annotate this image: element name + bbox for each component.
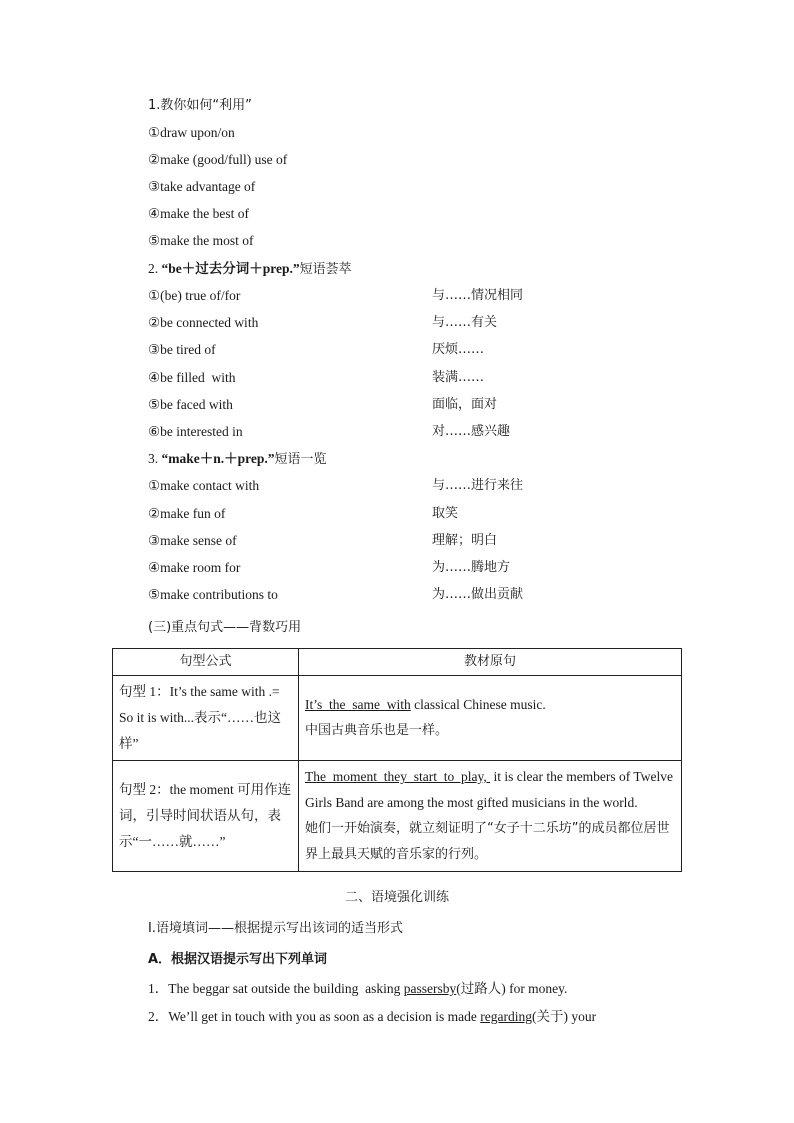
formula-cell <box>113 676 299 761</box>
heading-number: 3. <box>148 451 162 466</box>
answer: regarding <box>480 1009 532 1024</box>
formula-text: 句型 2：the moment 可用作连词，引导时间状语从句，表示“一……就……” <box>119 782 292 849</box>
section2-heading <box>148 260 352 279</box>
phrase-row <box>148 423 708 441</box>
table-row <box>113 761 682 872</box>
phrase-en: ③make sense of <box>148 533 237 548</box>
phrase-row <box>148 287 708 305</box>
phrase-zh: 与……有关 <box>432 315 498 330</box>
phrase-zh: 取笑 <box>432 506 459 521</box>
column-header: 句型公式 <box>113 649 299 676</box>
list-item: ⑤make the most of <box>148 233 254 248</box>
phrase-row <box>148 369 708 387</box>
question-suffix: (过路人) for money. <box>456 981 568 996</box>
section3-heading <box>148 450 327 469</box>
phrase-en: ②be connected with <box>148 315 259 330</box>
translation: 她们一开始演奏，就立刻证明了“女子十二乐坊”的成员都位居世界上最具天赋的音乐家的行列。 <box>305 821 670 862</box>
phrase-zh: 与……情况相同 <box>432 288 524 303</box>
list-item: ②make (good/full) use of <box>148 152 288 167</box>
list-item: ④make the best of <box>148 206 249 221</box>
heading-rest: 短语一览 <box>274 452 327 467</box>
column-header: 教材原句 <box>299 649 682 676</box>
phrase-zh: 对……感兴趣 <box>432 424 511 439</box>
underlined-phrase: The moment they start to play, <box>305 769 491 784</box>
original-cell <box>299 676 682 761</box>
original-sentence <box>305 764 675 816</box>
phrase-row <box>148 532 708 550</box>
translation: 中国古典音乐也是一样。 <box>305 723 449 738</box>
answer: passersby <box>403 981 457 996</box>
phrase-zh: 为……腾地方 <box>432 560 511 575</box>
sentence-rest: classical Chinese music. <box>410 697 546 712</box>
part2-heading: 二、语境强化训练 <box>344 890 449 905</box>
phrase-en: ④make room for <box>148 560 241 575</box>
phrase-zh: 面临，面对 <box>432 397 498 412</box>
table-row <box>113 676 682 761</box>
phrase-en: ①(be) true of/for <box>148 288 241 303</box>
sentence-rest: it is clear the members of Twelve Girls Band are among the most gifted musicians in the world. <box>305 769 673 810</box>
phrase-zh: 厌烦…… <box>432 342 485 357</box>
phrase-en: ⑤make contributions to <box>148 587 278 602</box>
underlined-phrase: It’s the same with <box>305 697 411 712</box>
phrase-zh: 与……进行来往 <box>432 478 524 493</box>
phrase-zh: 装满…… <box>432 370 485 385</box>
phrase-en: ④be filled with <box>148 370 236 385</box>
original-sentence <box>305 692 675 718</box>
table-header-row <box>113 649 682 676</box>
phrase-en: ①make contact with <box>148 478 260 493</box>
original-cell <box>299 761 682 872</box>
section1-heading: 1.教你如何“利用” <box>148 98 252 113</box>
heading-bold: “be＋过去分词＋prep.” <box>161 261 300 276</box>
list-item: ①draw upon/on <box>148 125 235 140</box>
phrase-row <box>148 477 708 495</box>
phrase-row <box>148 559 708 577</box>
sentences-heading: (三)重点句式——背数巧用 <box>148 620 302 635</box>
heading-number: 2. <box>148 261 162 276</box>
phrase-row <box>148 341 708 359</box>
question-suffix: (关于) your <box>531 1009 597 1024</box>
phrase-row <box>148 505 708 523</box>
part2-subheading: Ⅰ.语境填词——根据提示写出该词的适当形式 <box>148 921 403 936</box>
heading-rest: 短语荟萃 <box>299 262 352 277</box>
phrase-en: ③be tired of <box>148 342 216 357</box>
formula-cell <box>113 761 299 872</box>
question-prefix: 2．We’ll get in touch with you as soon as a decision is made <box>148 1009 481 1024</box>
phrase-en: ⑤be faced with <box>148 397 233 412</box>
phrase-zh: 理解；明白 <box>432 533 498 548</box>
question-prefix: 1．The beggar sat outside the building asking <box>148 981 404 996</box>
phrase-row <box>148 586 708 604</box>
heading-bold: “make＋n.＋prep.” <box>161 451 275 466</box>
phrase-en: ②make fun of <box>148 506 226 521</box>
formula-text: 句型 1：It’s the same with .= So it is with...表示“……也这样” <box>119 684 282 751</box>
phrase-row <box>148 314 708 332</box>
list-item: ③take advantage of <box>148 179 256 194</box>
phrase-en: ⑥be interested in <box>148 424 243 439</box>
sentence-pattern-table <box>112 648 682 872</box>
question-1 <box>148 980 567 998</box>
phrase-row <box>148 396 708 414</box>
question-2 <box>148 1008 674 1026</box>
phrase-zh: 为……做出贡献 <box>432 587 524 602</box>
part2-subheading-a: A．根据汉语提示写出下列单词 <box>148 952 328 967</box>
